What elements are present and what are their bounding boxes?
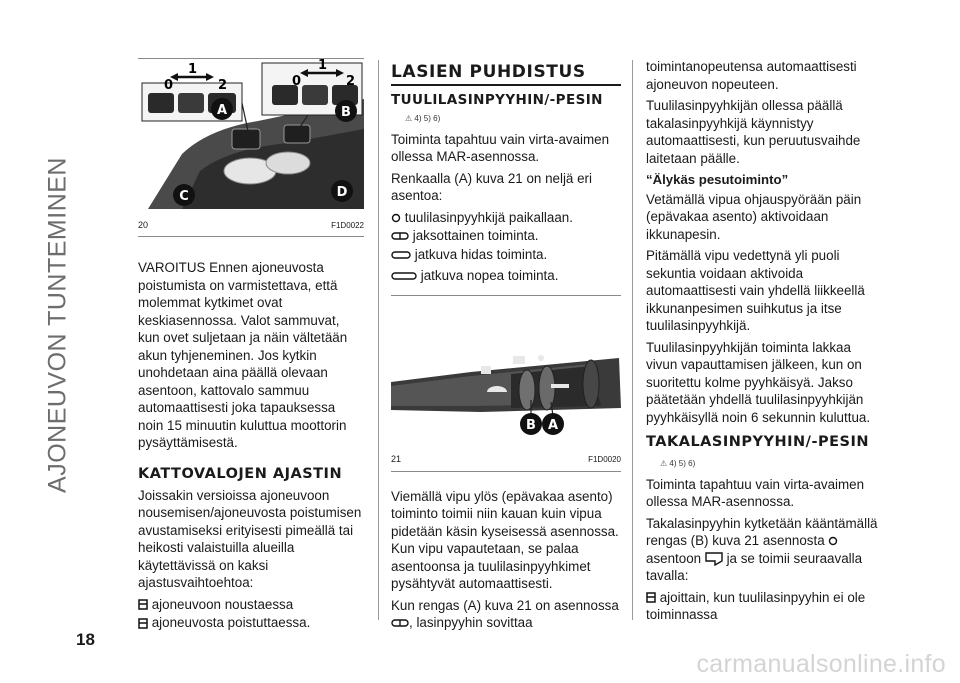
position-label-2: 2 <box>346 74 356 89</box>
wiper-off-icon <box>828 536 838 546</box>
body-text: Viemällä vipu ylös (epävakaa asento) toiminto toimii niin kauan kuin vipua pidetään käsin kyseisessä asennossa. Kun vipu vapautetaan, se palaa asentoonsa ja tuulilasinpyyhkimet pysähtyvät automaattisesti. <box>391 488 619 591</box>
column-1 <box>138 58 364 633</box>
figure-number: 21 <box>391 454 402 464</box>
figure-20 <box>138 58 364 237</box>
wiper-interval-icon <box>391 618 409 628</box>
wiper-fast-icon <box>391 271 417 281</box>
list-item: jaksottainen toiminta. <box>391 227 621 245</box>
warning-text: VAROITUS Ennen ajoneuvosta poistumista on varmistettava, että molemmat kytkimet ovat keskiasennossa. Valot sammuvat, kun ovet suljetaan ja näin vältetään akun tyhjeneminen. Jos kytkin unohdetaan aina päällä olevaan asentoon, kattovalo sammuu automaattisesti joka tapauksessa noin 15 minuutin kuluttua moottorin pysäyttämisestä. <box>138 260 348 450</box>
body-text: Kun rengas (A) kuva 21 on asennossa , lasinpyyhin sovittaa <box>391 597 619 630</box>
bullet-list <box>646 589 878 624</box>
section-heading: TAKALASINPYYHIN/-PESIN <box>646 434 869 450</box>
door-icon <box>646 592 656 603</box>
body-text: Pitämällä vipu vedettynä yli puoli sekuntia voidaan aktivoida automaattisesti vain yhdellä liikkeellä ikkunanpesimen suihkutus ja itse tuulilasinpyyhkijä. <box>646 248 865 333</box>
warning-references: ⚠ 4) 5) 6) <box>405 114 441 123</box>
roof-light-illustration <box>138 59 364 211</box>
body-text: Tuulilasinpyyhkijän toiminta lakkaa vivun vapauttamisen jälkeen, kun on suoritettu kolme pyyhkäisyä. Jakso päätetään yhdellä tuulilasinpyyhkijän pyyhkäisyllä noin 6 sekunnin kuluttua. <box>646 339 871 425</box>
wiper-interval-icon <box>391 231 409 241</box>
callout-a: A <box>547 417 559 433</box>
figure-code: F1D0022 <box>331 220 364 230</box>
callout-a: A <box>216 103 228 118</box>
door-icon <box>138 618 148 629</box>
subsection-heading: TUULILASINPYYHIN/-PESIN <box>391 92 603 108</box>
page-number: 18 <box>76 630 95 649</box>
callout-b: B <box>341 105 351 120</box>
wiper-stalk-illustration <box>391 296 621 446</box>
position-label-1: 1 <box>318 59 328 73</box>
position-label-1: 1 <box>188 62 198 77</box>
body-text: Toiminta tapahtuu vain virta-avaimen ollessa MAR-asennossa. <box>646 476 865 509</box>
body-text: Toiminta tapahtuu vain virta-avaimen ollessa MAR-asennossa. <box>391 131 610 164</box>
door-icon <box>138 599 148 610</box>
list-item: jatkuva nopea toiminta. <box>391 267 621 285</box>
body-text: Tuulilasinpyyhkijän ollessa päällä takalasinpyyhkijä käynnistyy automaattisesti, kun peruutusvaihde laitetaan päälle. <box>646 98 861 166</box>
figure-number: 20 <box>138 219 149 230</box>
chapter-title: AJONEUVON TUNTEMINEN <box>43 157 72 493</box>
watermark: carmanualsonline.info <box>696 650 946 678</box>
figure-caption <box>138 216 364 238</box>
column-divider <box>632 60 633 620</box>
body-text: Takalasinpyyhin kytketään kääntämällä rengas (B) kuva 21 asennosta asentoon ja se toimii seuraavalla tavalla: <box>646 515 878 583</box>
column-divider <box>378 60 379 620</box>
list-item: ajoneuvosta poistuttaessa. <box>138 614 364 632</box>
callout-c: C <box>179 189 189 204</box>
wiper-modes <box>391 209 621 285</box>
wiper-slow-icon <box>391 250 411 260</box>
figure-caption <box>391 450 621 472</box>
position-label-0: 0 <box>164 78 174 93</box>
list-item: jatkuva hidas toiminta. <box>391 246 621 264</box>
list-item: ajoittain, kun tuulilasinpyyhin ei ole toiminnassa <box>646 589 866 622</box>
subsection-heading: “Älykäs pesutoiminto” <box>646 172 789 187</box>
callout-b: B <box>526 417 536 433</box>
position-label-0: 0 <box>292 74 302 89</box>
list-item: ajoneuvoon noustaessa <box>138 596 364 614</box>
column-3 <box>646 58 878 625</box>
position-label-2: 2 <box>218 78 228 93</box>
figure-code: F1D0020 <box>588 455 621 464</box>
figure-21 <box>391 295 621 472</box>
column-2 <box>391 58 621 636</box>
list-item: tuulilasinpyyhkijä paikallaan. <box>391 209 621 227</box>
section-heading: KATTOVALOJEN AJASTIN <box>138 465 343 482</box>
bullet-list <box>138 596 364 632</box>
warning-triangle-icon: ⚠ <box>405 114 413 123</box>
wiper-off-icon <box>391 213 401 223</box>
body-text: Vetämällä vipua ohjauspyörään päin (epävakaa asento) aktivoidaan ikkunapesin. <box>646 191 862 242</box>
warning-triangle-icon: ⚠ <box>660 459 668 468</box>
callout-d: D <box>336 185 348 200</box>
body-text: Renkaalla (A) kuva 21 on neljä eri asentoa: <box>391 170 592 203</box>
warning-references: ⚠ 4) 5) 6) <box>660 459 696 468</box>
rear-wiper-icon <box>705 552 723 566</box>
body-text: Joissakin versioissa ajoneuvoon nousemisen/ajoneuvosta poistumisen avustamiseksi erityisesti pimeällä tai heikosti valaistuilla alueilla käytettävissä on kaksi ajastusvaihtoehtoa: <box>138 487 362 590</box>
section-heading: LASIEN PUHDISTUS <box>391 62 621 86</box>
body-text: toimintanopeutensa automaattisesti ajoneuvon nopeuteen. <box>646 59 857 92</box>
